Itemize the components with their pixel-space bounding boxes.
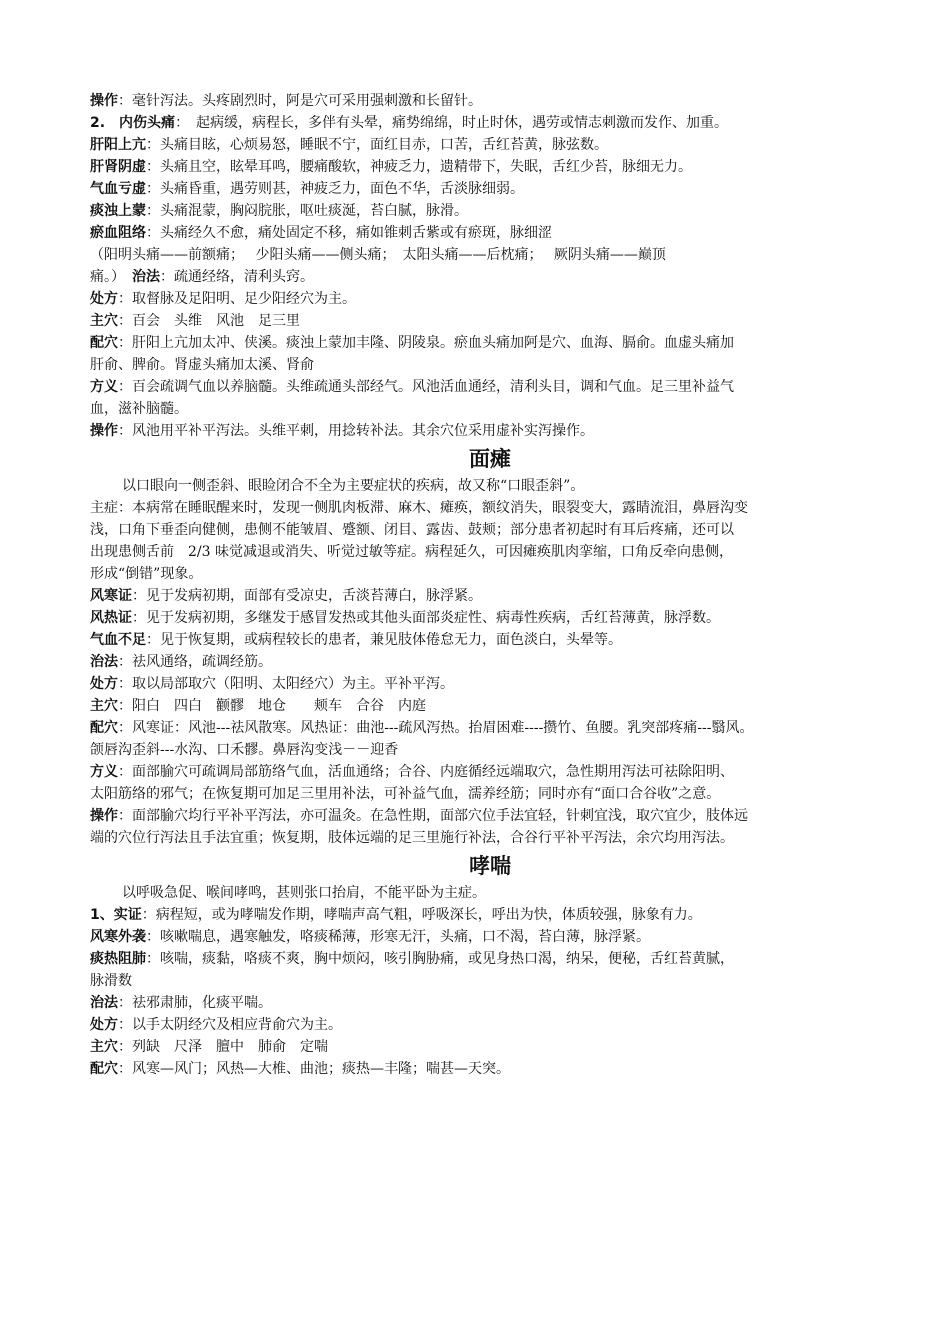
facial-paralysis-line [90,739,890,761]
line-text: 颌唇沟歪斜---水沟、口禾髎。鼻唇沟变浅－－迎香 [90,742,399,758]
line-text: ：祛风通络，疏调经筋。 [118,654,272,670]
line-text: ：毫针泻法。头疼剧烈时，阿是穴可采用强刺激和长留针。 [118,93,482,109]
line-label: 肝阳上亢 [90,137,146,153]
asthma-line [90,926,890,948]
line-label: 风寒证 [90,588,132,604]
line-text: ：咳喘，痰黏，咯痰不爽，胸中烦闷，咳引胸胁痛，或见身热口渴，纳呆，便秘，舌红苔黄腻， [146,951,734,967]
asthma-line [90,882,890,904]
line-label: 配穴 [90,720,118,736]
line-label: 1、实证 [90,907,142,923]
line-text: ：面部腧穴可疏调局部筋络气血，活血通络；合谷、内庭循经远端取穴，急性期用泻法可祛除阳明、 [118,764,734,780]
line-text: 以呼吸急促、喉间哮鸣，甚则张口抬肩，不能平卧为主症。 [122,885,486,901]
line-label: 主穴 [90,1039,118,1055]
line-text: ：疏通经络，清利头窍。 [160,269,314,285]
headache-section [90,90,890,442]
headache-line [90,420,890,442]
line-text: ：风池用平补平泻法。头维平刺，用捻转补法。其余穴位采用虚补实泻操作。 [118,423,594,439]
facial-paralysis-line [90,717,890,739]
facial-paralysis-line [90,827,890,849]
line-label: 方义 [90,379,118,395]
headache-line [90,134,890,156]
line-label: 处方 [90,291,118,307]
line-label: 操作 [90,93,118,109]
line-text: 形成“倒错”现象。 [90,566,203,582]
line-text: ：风寒证：风池---祛风散寒。风热证：曲池---疏风泻热。抬眉困难----攒竹、鱼腰。乳突部疼痛---翳风。 [118,720,754,736]
headache-line [90,398,890,420]
line-label: 瘀血阻络 [90,225,146,241]
facial-paralysis-line [90,805,890,827]
line-text: ：风寒—风门；风热—大椎、曲池；痰热—丰隆；喘甚—天突。 [118,1061,510,1077]
facial-paralysis-section [90,475,890,849]
asthma-line [90,1058,890,1080]
asthma-section [90,882,890,1080]
line-text: ：头痛混蒙，胸闷脘胀，呕吐痰涎，苔白腻，脉滑。 [146,203,468,219]
line-label: 处方 [90,1017,118,1033]
line-text: 脉滑数 [90,973,132,989]
facial-paralysis-line [90,497,890,519]
headache-line [90,112,890,134]
line-label: 痰浊上蒙 [90,203,146,219]
headache-line [90,376,890,398]
asthma-line [90,992,890,1014]
line-text: ：百会疏调气血以养脑髓。头维疏通头部经气。风池活血通经，清利头目，调和气血。足三里补益气 [118,379,734,395]
headache-line [90,332,890,354]
facial-paralysis-line [90,695,890,717]
facial-paralysis-line [90,673,890,695]
line-label: 气血亏虚 [90,181,146,197]
line-text: （阳明头痛——前额痛； 少阳头痛——侧头痛； 太阳头痛——后枕痛； 厥阴头痛——巅顶 [90,247,666,263]
facial-paralysis-line [90,607,890,629]
line-text: 痛。） [90,269,118,285]
facial-paralysis-line [90,519,890,541]
line-label: 方义 [90,764,118,780]
headache-line [90,222,890,244]
facial-paralysis-line [90,475,890,497]
line-text: ：头痛且空，眩晕耳鸣，腰痛酸软，神疲乏力，遗精带下，失眠，舌红少苔，脉细无力。 [146,159,692,175]
headache-line [90,288,890,310]
line-label: 处方 [90,676,118,692]
line-text: ：以手太阴经穴及相应背俞穴为主。 [118,1017,342,1033]
headache-line [90,310,890,332]
line-text: 主症：本病常在睡眠醒来时，发现一侧肌肉板滞、麻木、瘫痪，额纹消失，眼裂变大，露睛流泪，鼻唇沟变 [90,500,748,516]
document-page [90,90,890,1080]
line-text: 肝俞、脾俞。肾虚头痛加太溪、肾俞 [90,357,314,373]
line-label: 操作 [90,423,118,439]
line-label: 治法 [118,269,160,285]
line-text: ：见于发病初期，多继发于感冒发热或其他头面部炎症性、病毒性疾病，舌红苔薄黄，脉浮数。 [132,610,720,626]
line-text: ：肝阳上亢加太冲、侠溪。痰浊上蒙加丰隆、阴陵泉。瘀血头痛加阿是穴、血海、膈俞。血虚头痛加 [118,335,734,351]
asthma-line [90,1036,890,1058]
line-label: 主穴 [90,313,118,329]
asthma-line [90,1014,890,1036]
asthma-line [90,948,890,970]
line-label: 2. 内伤头痛 [90,115,176,131]
headache-line [90,178,890,200]
line-text: ：取督脉及足阳明、足少阳经穴为主。 [118,291,356,307]
line-text: ：病程短，或为哮喘发作期，哮喘声高气粗，呼吸深长，呼出为快，体质较强，脉象有力。 [141,907,702,923]
line-label: 配穴 [90,335,118,351]
line-text: ：取以局部取穴（阳明、太阳经穴）为主。平补平泻。 [118,676,454,692]
line-text: ：百会 头维 风池 足三里 [118,313,300,329]
line-label: 肝肾阴虚 [90,159,146,175]
headache-line [90,156,890,178]
line-text: 浅，口角下垂歪向健侧，患侧不能皱眉、蹙额、闭目、露齿、鼓颊；部分患者初起时有耳后疼痛，还可以 [90,522,734,538]
line-text: ：头痛目眩，心烦易怒，睡眠不宁，面红目赤，口苦，舌红苔黄，脉弦数。 [146,137,608,153]
line-label: 主穴 [90,698,118,714]
line-text: ：阳白 四白 颧髎 地仓 颊车 合谷 内庭 [118,698,426,714]
facial-paralysis-title: 面瘫 [469,447,511,471]
line-text: ：见于恢复期，或病程较长的患者，兼见肢体倦怠无力，面色淡白，头晕等。 [146,632,622,648]
line-text: ：列缺 尺泽 膻中 肺俞 定喘 [118,1039,328,1055]
line-label: 操作 [90,808,118,824]
line-text: ：见于发病初期，面部有受凉史，舌淡苔薄白，脉浮紧。 [132,588,482,604]
asthma-title: 哮喘 [469,854,511,878]
line-text: ：头痛经久不愈，痛处固定不移，痛如锥刺舌紫或有瘀斑，脉细涩 [146,225,552,241]
headache-line [90,266,890,288]
line-text: ： 起病缓，病程长，多伴有头晕，痛势绵绵，时止时休，遇劳或情志刺激而发作、加重。 [175,115,729,131]
line-text: ：咳嗽喘息，遇寒触发，咯痰稀薄，形寒无汗，头痛，口不渴，苔白薄，脉浮紧。 [146,929,650,945]
line-text: ：祛邪肃肺，化痰平喘。 [118,995,272,1011]
line-text: 血，滋补脑髓。 [90,401,188,417]
line-label: 治法 [90,995,118,1011]
line-label: 风寒外袭 [90,929,146,945]
facial-paralysis-line [90,541,890,563]
facial-paralysis-line [90,783,890,805]
line-text: 太阳筋络的邪气；在恢复期可加足三里用补法，可补益气血，濡养经筋；同时亦有“面口合谷收”之意。 [90,786,721,802]
line-label: 气血不足 [90,632,146,648]
line-text: 出现患侧舌前 2/3 味觉减退或消失、听觉过敏等症。病程延久，可因瘫痪肌肉挛缩，口角反牵向患侧， [90,544,733,560]
headache-line [90,354,890,376]
headache-line [90,200,890,222]
line-label: 风热证 [90,610,132,626]
line-label: 治法 [90,654,118,670]
headache-line [90,90,890,112]
asthma-line [90,904,890,926]
facial-paralysis-line [90,629,890,651]
facial-paralysis-line [90,761,890,783]
facial-paralysis-line [90,585,890,607]
line-label: 配穴 [90,1061,118,1077]
facial-paralysis-line [90,563,890,585]
line-text: ：头痛昏重，遇劳则甚，神疲乏力，面色不华，舌淡脉细弱。 [146,181,524,197]
line-label: 痰热阻肺 [90,951,146,967]
asthma-line [90,970,890,992]
line-text: ：面部腧穴均行平补平泻法，亦可温灸。在急性期，面部穴位手法宜轻，针刺宜浅，取穴宜少，肢体远 [118,808,748,824]
line-text: 以口眼向一侧歪斜、眼睑闭合不全为主要症状的疾病，故又称“口眼歪斜”。 [122,478,585,494]
facial-paralysis-line [90,651,890,673]
line-text: 端的穴位行泻法且手法宜重；恢复期，肢体远端的足三里施行补法，合谷行平补平泻法，余穴均用泻法。 [90,830,734,846]
headache-line [90,244,890,266]
